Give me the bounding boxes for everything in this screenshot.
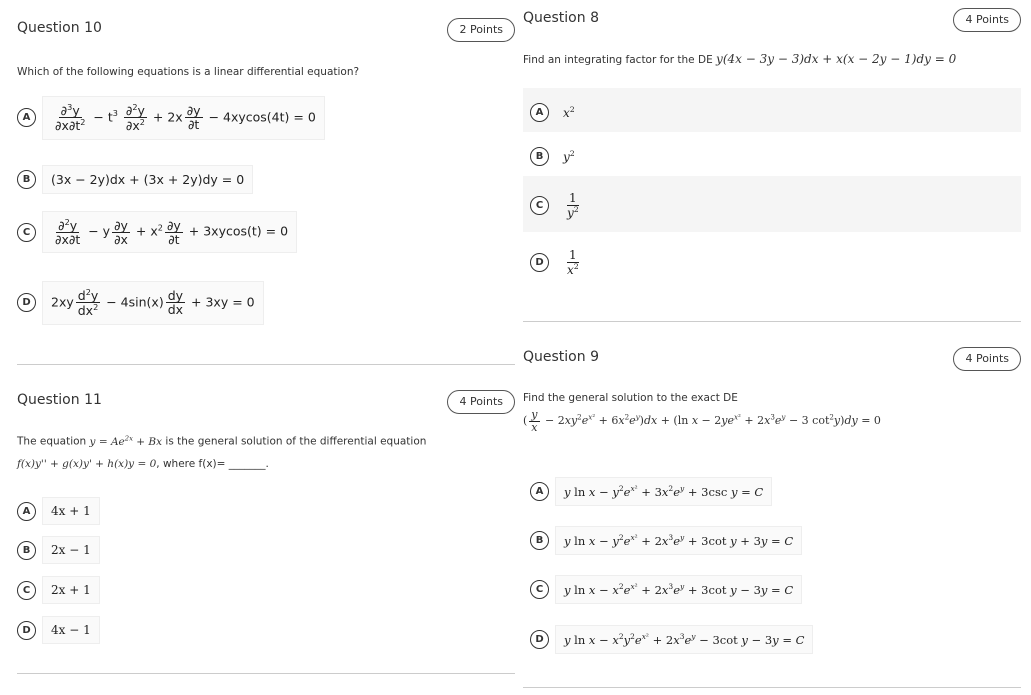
q11-option-b[interactable] [17,536,100,564]
question-10-header [17,18,515,42]
option-letter-b: B [530,531,549,550]
question-11-prompt [17,434,426,448]
question-11-header [17,390,515,414]
q8-option-d-text: $\frac{1}{x^2}$ [567,248,579,277]
q9-option-c[interactable] [530,575,802,604]
question-9-points-badge: 4 Points [953,347,1021,371]
q9-option-d-text: y $\ln x - x^2y^2e^{x^2} + 2x^3e^y - 3\cot$ y − 3y = C [555,625,813,654]
option-letter-b: B [17,541,36,560]
q11-option-d[interactable] [17,616,100,644]
option-letter-a: A [530,103,549,122]
question-11-points-badge: 4 Points [447,390,515,414]
q10-option-b[interactable] [17,165,253,194]
q11-prompt-post: is the general solution of the differential equation [165,435,427,448]
option-letter-c: C [17,581,36,600]
q8-option-a[interactable] [530,99,583,126]
q9-option-b[interactable] [530,526,802,555]
question-11-title: Question 11 [17,392,102,408]
q11-option-d-text: 4x − 1 [42,616,100,644]
q10-option-c-math: $\frac{\partial^2y}{\partial x\partial t}$ − y $\frac{\partial y}{\partial x}$ + $x^2$ $\frac{\partial y}{\partial t}$ + 3xycos(t) = 0 [42,211,297,253]
q9-option-a[interactable] [530,477,772,506]
q11-prompt-eq: $y = Ae^{2x} + Bx$ [89,434,163,448]
option-letter-a: A [17,108,36,127]
q10-option-b-text: (3x − 2y)dx + (3x + 2y)dy = 0 [42,165,253,194]
question-8-prompt [523,52,956,66]
option-letter-d: D [530,630,549,649]
q10-option-a[interactable] [17,96,325,140]
q8-option-c-text: $\frac{1}{y^2}$ [567,191,579,220]
option-letter-c: C [17,223,36,242]
option-letter-b: B [17,170,36,189]
question-9-equation: ( $\frac{y}{x}$ − $2xy^2e^{x^2} + 6x^2e^y)dx + (\ln$ $x - 2ye^{x^2} + 2x^3e^y - 3$ $\cot^2y)dy = 0$ [523,408,881,434]
option-letter-d: D [17,621,36,640]
question-8-title: Question 8 [523,10,599,26]
option-letter-d: D [17,293,36,312]
q11-prompt-post2: , where f(x)= _______. [156,458,269,470]
q9-option-c-text: y $\ln x - x^2e^{x^2} + 2x^3e^y + 3\cot$ y − 3y = C [555,575,802,604]
option-letter-c: C [530,580,549,599]
question-8-header [523,8,1021,32]
q11-prompt-eq2: f(x)y'' + g(x)y' + h(x)y = 0 [17,458,157,470]
question-10-title: Question 10 [17,20,102,36]
option-letter-b: B [530,147,549,166]
question-10-prompt: Which of the following equations is a linear differential equation? [17,66,360,78]
divider [17,673,515,674]
question-9-title: Question 9 [523,349,599,365]
q9-option-b-text: y $\ln x - y^2e^{x^2} + 2x^3e^y + 3\cot$ y + 3y = C [555,526,802,555]
option-letter-d: D [530,253,549,272]
q8-option-b[interactable] [530,143,583,170]
question-8-points-badge: 4 Points [953,8,1021,32]
option-letter-c: C [530,196,549,215]
q9-option-a-text: y $\ln x - y^2e^{x^2} + 3x^2e^y + 3\csc$ y = C [555,477,772,506]
question-9-header [523,347,1021,371]
q11-option-c[interactable] [17,576,100,604]
q11-option-a[interactable] [17,497,100,525]
q10-option-d-math: 2xy $\frac{d^2y}{dx^2}$ − 4sin(x) $\frac{dy}{dx}$ + 3xy = 0 [42,281,264,325]
question-10-points-badge: 2 Points [447,18,515,42]
q8-option-a-text: $x^2$ [563,105,575,120]
divider [17,364,515,365]
q11-option-c-text: 2x + 1 [42,576,100,604]
q11-option-b-text: 2x − 1 [42,536,100,564]
q8-option-d[interactable] [530,243,591,282]
q8-prompt-text: Find an integrating factor for the DE [523,54,713,66]
q9-option-d[interactable] [530,625,813,654]
option-letter-a: A [17,502,36,521]
q8-option-b-text: $y^2$ [563,149,575,164]
divider [523,687,1021,688]
q10-option-c[interactable] [17,211,297,253]
q10-option-d[interactable] [17,281,264,325]
q11-prompt-pre: The equation [17,435,87,448]
q8-prompt-eq: y(4x − 3y − 3)dx + x(x − 2y − 1)dy = 0 [716,52,957,66]
q10-option-a-math: $\frac{\partial^3y}{\partial x\partial t^2}$ − $t^3$ $\frac{\partial^2y}{\partial x^2}$ + 2x $\frac{\partial y}{\partial t}$ − 4xycos(4t) = 0 [42,96,325,140]
question-9-prompt: Find the general solution to the exact DE [523,392,738,404]
divider [523,321,1021,322]
q11-option-a-text: 4x + 1 [42,497,100,525]
option-letter-a: A [530,482,549,501]
option-band [523,88,1021,132]
q8-option-c[interactable] [530,186,591,225]
question-11-prompt-line2 [17,458,269,470]
option-band [523,176,1021,232]
